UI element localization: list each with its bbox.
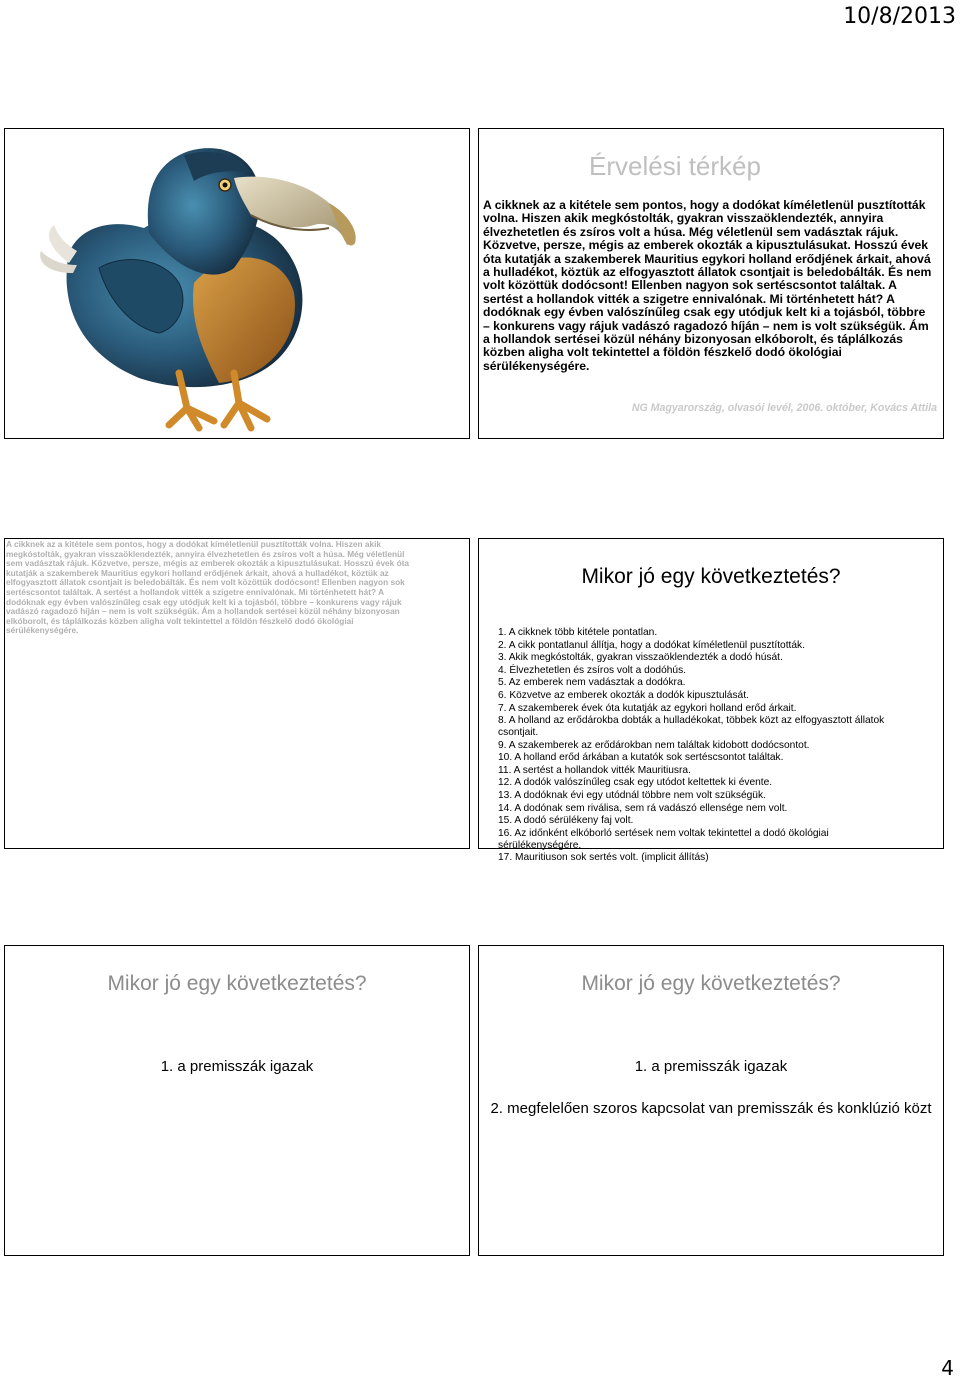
slide-faded-argument bbox=[4, 538, 470, 849]
list-item: 14. A dodónak sem riválisa, sem rá vadászó ellensége nem volt. bbox=[498, 802, 788, 814]
list-item: 16. Az időnként elkóborló sertések nem voltak tekintettel a dodó ökológiai sérülékenységére. bbox=[498, 827, 829, 851]
slide-dodo-illustration bbox=[4, 128, 470, 439]
list-item: 7. A szakemberek évek óta kutatják az egykori holland erőd árkait. bbox=[498, 702, 797, 714]
condition-point-2: 2. megfelelően szoros kapcsolat van premisszák és konklúzió közt bbox=[490, 1100, 932, 1117]
slide-condition-2 bbox=[478, 945, 944, 1256]
list-item: 10. A holland erőd árkában a kutatók sok sertéscsontot találtak. bbox=[498, 752, 784, 764]
dodo-bird-illustration bbox=[29, 133, 401, 435]
list-item: 3. Akik megkóstolták, gyakran visszaöklendezték a dodó húsát. bbox=[498, 652, 783, 664]
list-item: 13. A dodóknak évi egy utódnál többre nem volt szükségük. bbox=[498, 789, 766, 801]
list-item: 9. A szakemberek az erődárokban nem találtak kidobott dodócsontot. bbox=[498, 739, 810, 751]
slide-claims-list bbox=[478, 538, 944, 864]
date-header: 10/8/2013 bbox=[843, 4, 956, 29]
list-item: 11. A sertést a hollandok vitték Mauritiusra. bbox=[498, 764, 691, 776]
list-item: 17. Mauritiuson sok sertés volt. (implicit állítás) bbox=[498, 852, 709, 864]
argument-text: A cikknek az a kitétele sem pontos, hogy a dodókat kíméletlenül pusztították volna. Hiszen akik megkóstolták, gyakran visszaöklendezték, annyira élvezhetetlen és zsíros volt a húsa. Még véletlenül sem vadásztak rájuk. Közvetve, persze, mégis az emberek okozták a kipusztulásukat. Hosszú évek óta kutatják a szakemberek Mauritius egykori holland erődjének árkait, ahová a hulladékot, köztük az elfogyasztott állatok csontjait is beledobálták. És nem volt közöttük dodócsont! Ellenben nagyon sok sertéscsontot találtak. A sertést a hollandok vitték a szigetre ennivalónak. Mi történhetett hát? A dodóknak egy évben valószínűleg csak egy utódjuk kelt ki a tojásból, többre – konkurens vagy rájuk vadászó ragadozó híján – nem is volt szükségük. Ám a hollandok sertései közül néhány bizonyosan elkóborolt, és táplálkozás közben aligha volt tekintettel a földön fészkelő dodó ökológiai sérülékenységére. bbox=[483, 198, 932, 373]
slide-argument-map bbox=[478, 128, 944, 439]
list-item: 4. Élvezhetetlen és zsíros volt a dodóhús. bbox=[498, 664, 687, 676]
list-item: 5. Az emberek nem vadásztak a dodókra. bbox=[498, 677, 686, 689]
condition-point-1: 1. a premisszák igazak bbox=[634, 1058, 788, 1075]
claims-list bbox=[498, 627, 913, 865]
list-item: 1. A cikknek több kitétele pontatlan. bbox=[498, 627, 658, 638]
citation: NG Magyarország, olvasói levél, 2006. október, Kovács Attila bbox=[631, 402, 937, 414]
slide-condition-1 bbox=[4, 945, 470, 1256]
list-item: 12. A dodók valószínűleg csak egy utódot keltettek ki évente. bbox=[498, 777, 773, 789]
slide-title: Mikor jó egy következtetés? bbox=[581, 565, 841, 588]
condition-point-1: 1. a premisszák igazak bbox=[160, 1058, 314, 1075]
slide-title: Érvelési térkép bbox=[589, 151, 761, 181]
slide-title: Mikor jó egy következtetés? bbox=[107, 972, 367, 995]
slide-title: Mikor jó egy következtetés? bbox=[581, 972, 841, 995]
list-item: 2. A cikk pontatlanul állítja, hogy a dodókat kíméletlenül pusztították. bbox=[498, 639, 805, 651]
faded-argument-text: A cikknek az a kitétele sem pontos, hogy a dodókat kíméletlenül pusztították volna. Hiszen akik megkóstolták, gyakran visszaöklendezték, annyira élvezhetetlen és zsíros volt a húsa. Még véletlenül sem vadásztak rájuk. Közvetve, persze, mégis az emberek okozták a kipusztulásukat. Hosszú évek óta kutatják a szakemberek Mauritius egykori holland erődjének árkait, ahová a hulladékot, köztük az elfogyasztott állatok csontjait is beledobálták. És nem volt közöttük dodócsont! Ellenben nagyon sok sertéscsontot találtak. A sertést a hollandok vitték a szigetre ennivalónak. Mi történhetett hát? A dodóknak egy évben valószínűleg csak egy utódjuk kelt ki a tojásból, többre – konkurens vagy rájuk vadászó ragadozó híján – nem is volt szükségük. Ám a hollandok sertései közül néhány bizonyosan elkóborolt, és táplálkozás közben aligha volt tekintettel a földön fészkelő dodó ökológiai sérülékenységére. bbox=[6, 539, 410, 636]
list-item: 6. Közvetve az emberek okozták a dodók kipusztulását. bbox=[498, 689, 749, 701]
list-item: 15. A dodó sérülékeny faj volt. bbox=[498, 815, 634, 827]
list-item: 8. A holland az erődárokba dobták a hulladékokat, többek közt az elfogyasztott állatok csontjait. bbox=[498, 715, 885, 738]
page-number: 4 bbox=[941, 1356, 954, 1380]
